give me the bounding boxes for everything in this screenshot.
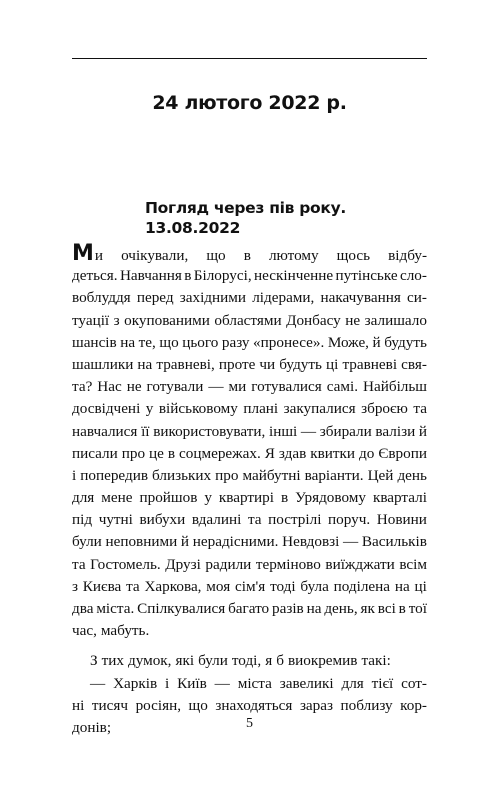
word: у	[204, 489, 212, 507]
word: —	[214, 674, 230, 692]
word: залишало	[364, 311, 427, 329]
word: з	[113, 311, 120, 329]
word: з	[72, 577, 78, 595]
word: тисяч	[91, 696, 129, 714]
word: закупалися	[283, 400, 356, 418]
word: це	[149, 444, 164, 462]
word: на	[120, 333, 136, 351]
word: Київ	[177, 674, 207, 692]
word: день	[397, 466, 427, 484]
text-line	[72, 243, 427, 265]
word: такі:	[361, 652, 391, 670]
word: готувалися	[251, 378, 322, 396]
word: збирали	[319, 422, 372, 440]
word: близьких	[152, 466, 212, 484]
word: інші	[268, 422, 298, 440]
word: мабуть.	[100, 622, 150, 640]
word: для	[72, 489, 95, 507]
word: вибухи	[139, 511, 186, 529]
word: міста.	[96, 600, 135, 617]
word: разів	[272, 600, 304, 617]
word: варіанти.	[304, 466, 364, 484]
word: зараз	[299, 696, 334, 714]
word: Ми	[72, 241, 104, 266]
word: разу	[221, 333, 250, 351]
word: які	[175, 652, 195, 670]
word: не	[126, 378, 142, 396]
word: попередив	[80, 466, 149, 484]
word: поруч.	[328, 511, 371, 529]
word: Білорусі,	[193, 267, 252, 285]
drop-cap: М	[72, 241, 94, 266]
word: та	[413, 400, 427, 418]
word: в	[167, 444, 176, 462]
text-line	[72, 465, 427, 487]
word: путінське	[335, 267, 398, 285]
word: Я	[264, 444, 275, 462]
word: свя-	[401, 355, 427, 373]
word: туації	[72, 311, 110, 329]
word: Васильків	[361, 533, 427, 551]
word: та	[72, 555, 86, 573]
chapter-date-heading: 24 лютого 2022 р.	[152, 92, 347, 114]
word: зброєю	[361, 400, 408, 418]
text-line	[72, 354, 427, 376]
word: що	[188, 696, 208, 714]
word: сот-	[401, 674, 427, 692]
text-line	[72, 287, 427, 309]
word: її	[141, 422, 150, 440]
word: вдалині	[191, 511, 242, 529]
word: для	[341, 674, 364, 692]
word: здав	[278, 444, 307, 462]
section-title	[145, 198, 346, 238]
body-text	[72, 243, 427, 739]
word: воблуддя	[72, 289, 131, 307]
word: Цей	[367, 466, 394, 484]
text-line	[72, 398, 427, 420]
word: б	[276, 652, 284, 670]
word: сло-	[399, 267, 427, 285]
text-line	[72, 421, 427, 443]
text-line	[72, 531, 427, 553]
word: й	[372, 333, 381, 351]
text-line	[72, 650, 427, 672]
word: що	[159, 333, 179, 351]
word: Києва	[82, 577, 122, 595]
word: чи	[259, 355, 276, 373]
word: навчалися	[72, 422, 138, 440]
word: кварталі	[372, 489, 427, 507]
word: думок,	[127, 652, 172, 670]
word: про	[215, 466, 239, 484]
word: росіян,	[135, 696, 181, 714]
text-line	[72, 443, 427, 465]
word: західними	[179, 289, 247, 307]
word: виїжджати	[325, 555, 395, 573]
word: й	[180, 533, 190, 551]
word: та?	[72, 378, 93, 396]
word: виокремив	[287, 652, 358, 670]
word: на	[306, 600, 322, 617]
word: З	[90, 652, 98, 670]
word: готували	[146, 378, 204, 396]
word: відбу-	[388, 247, 427, 264]
word: Новини	[376, 511, 427, 529]
word: моя	[206, 577, 231, 595]
word: до	[359, 444, 375, 462]
word: областями	[214, 311, 282, 329]
word: військовому	[158, 400, 238, 418]
word: Урядовому	[295, 489, 366, 507]
word: що	[206, 247, 226, 264]
text-line	[72, 376, 427, 398]
word: нерадісними.	[192, 533, 279, 551]
word: —	[300, 422, 317, 440]
word: —	[90, 674, 106, 692]
word: будуть	[384, 333, 427, 351]
word: тих	[101, 652, 124, 670]
word: мене	[101, 489, 133, 507]
word: я	[265, 652, 273, 670]
word: всі	[377, 600, 396, 617]
word: про	[121, 444, 146, 462]
word: донів;	[72, 718, 112, 736]
section-title-line-2: 13.08.2022	[145, 219, 241, 237]
text-line	[72, 673, 427, 695]
word: на	[137, 355, 153, 373]
word: були	[198, 652, 228, 670]
word: в	[280, 489, 289, 507]
word: Європи	[378, 444, 427, 462]
word: пострілі	[268, 511, 322, 529]
word: як	[360, 600, 375, 617]
word: знаходяться	[215, 696, 293, 714]
word: очікували,	[121, 247, 189, 264]
word: під	[72, 511, 93, 529]
word: поділена	[333, 577, 391, 595]
word: Донбасу	[286, 311, 341, 329]
word: будуть	[279, 355, 322, 373]
word: «пронесе».	[253, 333, 325, 351]
word: ми	[228, 378, 247, 396]
word: сім'я	[234, 577, 266, 595]
word: багато	[228, 600, 270, 617]
word: Нас	[97, 378, 122, 396]
word: неповними	[105, 533, 178, 551]
word: кор-	[400, 696, 427, 714]
word: Навчання	[119, 267, 182, 285]
word: накачування	[320, 289, 401, 307]
word: деться.	[72, 267, 118, 285]
word: Спілкувалися	[137, 600, 226, 617]
word: і	[72, 466, 77, 484]
word: були	[72, 533, 102, 551]
word: в	[398, 600, 406, 617]
text-line	[72, 509, 427, 531]
word: всім	[399, 555, 427, 573]
word: цього	[182, 333, 219, 351]
text-line	[72, 598, 427, 620]
word: шашлики	[72, 355, 134, 373]
page-number: 5	[246, 716, 253, 731]
word: й	[418, 422, 427, 440]
word: терміново	[255, 555, 321, 573]
word: та	[126, 577, 140, 595]
word: день,	[324, 600, 358, 617]
word: на	[394, 577, 410, 595]
text-line	[72, 310, 427, 332]
word: —	[208, 378, 224, 396]
word: перед	[136, 289, 174, 307]
text-line	[72, 620, 427, 642]
text-line	[72, 265, 427, 287]
word: Друзі	[165, 555, 201, 573]
word: чутні	[98, 511, 133, 529]
text-line	[72, 576, 427, 598]
text-line	[72, 487, 427, 509]
word: міста	[237, 674, 272, 692]
word: два	[72, 600, 94, 617]
word: пройшов	[139, 489, 198, 507]
text-line	[72, 695, 427, 717]
word: —	[343, 533, 359, 551]
text-line	[72, 332, 427, 354]
word: поблизу	[340, 696, 393, 714]
word: в	[243, 247, 251, 264]
word: не	[345, 311, 361, 329]
word: шансів	[72, 333, 117, 351]
word: і	[165, 674, 170, 692]
word: щось	[336, 247, 371, 264]
header-rule	[72, 58, 427, 59]
word: квартирі	[218, 489, 274, 507]
word: досвідчені	[72, 400, 141, 418]
word: травневі,	[156, 355, 215, 373]
word: Невдовзі	[282, 533, 340, 551]
word: радили	[205, 555, 252, 573]
word: самі.	[326, 378, 359, 396]
word: завеликі	[279, 674, 334, 692]
word: Харкова,	[144, 577, 202, 595]
word: плані	[243, 400, 279, 418]
word: використовувати,	[153, 422, 266, 440]
word: в	[184, 267, 192, 285]
word: Може,	[327, 333, 369, 351]
word: нескінченне	[254, 267, 334, 285]
word: тої	[408, 600, 427, 617]
word: ні	[72, 696, 85, 714]
word: соцмережах.	[179, 444, 261, 462]
word: травневі	[342, 355, 398, 373]
word: у	[145, 400, 154, 418]
section-title-line-1: Погляд через пів року.	[145, 199, 346, 217]
word: та	[247, 511, 262, 529]
word: те,	[138, 333, 156, 351]
word: Гостомель.	[90, 555, 161, 573]
word: ці	[326, 355, 339, 373]
word: писали	[72, 444, 118, 462]
word: майбутні	[242, 466, 301, 484]
word: квитки	[310, 444, 356, 462]
word: окупованими	[124, 311, 210, 329]
word: тоді	[270, 577, 296, 595]
word: час,	[72, 622, 97, 640]
word: тоді,	[231, 652, 262, 670]
word: тієї	[371, 674, 394, 692]
word: лютому	[268, 247, 319, 264]
word: лідерами,	[252, 289, 315, 307]
word: Найбільш	[363, 378, 427, 396]
word: Харків	[113, 674, 158, 692]
word: ці	[414, 577, 427, 595]
word: валізи	[375, 422, 416, 440]
word: проте	[218, 355, 256, 373]
text-line	[72, 554, 427, 576]
word: си-	[407, 289, 427, 307]
word: була	[300, 577, 329, 595]
